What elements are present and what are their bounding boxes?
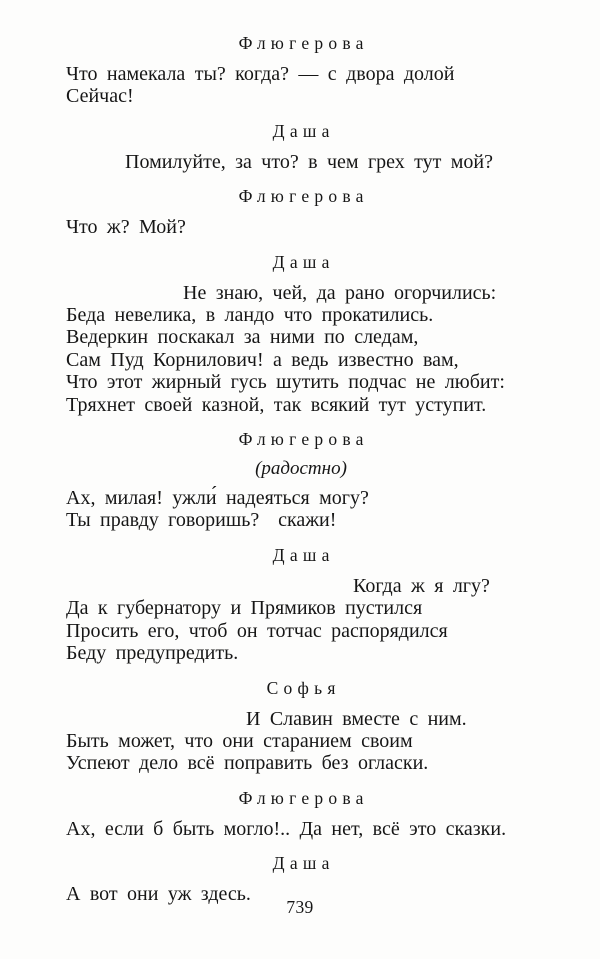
verse-line: Сейчас! bbox=[66, 85, 134, 108]
page-number: 739 bbox=[286, 897, 314, 917]
verse-line: Тряхнет своей казной, так всякий тут уступит. bbox=[66, 393, 487, 416]
verse-line: Когда ж я лгу? bbox=[353, 574, 490, 597]
verse-line: Быть может, что они старанием своим bbox=[66, 729, 413, 752]
speaker-heading: Даша bbox=[272, 251, 335, 272]
verse-line: Сам Пуд Корнилович! а ведь известно вам, bbox=[66, 348, 459, 371]
verse-line: Помилуйте, за что? в чем грех тут мой? bbox=[125, 150, 494, 173]
stage-direction: (радостно) bbox=[255, 458, 347, 480]
verse-line: А вот они уж здесь. bbox=[66, 883, 251, 906]
speaker-heading: Флюгерова bbox=[238, 186, 369, 207]
verse-line: Что ж? Мой? bbox=[66, 216, 186, 239]
verse-line: Успеют дело всё поправить без огласки. bbox=[66, 752, 429, 775]
verse-line: Что этот жирный гусь шутить подчас не любит: bbox=[66, 371, 505, 394]
speaker-heading: Флюгерова bbox=[238, 787, 369, 808]
speaker-heading: Софья bbox=[266, 677, 341, 698]
verse-line: Ах, милая! ужли́ надеяться могу? bbox=[66, 487, 369, 510]
verse-line: Ты правду говоришь? скажи! bbox=[66, 509, 337, 532]
verse-line: Беда невелика, в ландо что прокатились. bbox=[66, 304, 434, 327]
verse-line: Просить его, чтоб он тотчас распорядился bbox=[66, 619, 448, 642]
speaker-heading: Флюгерова bbox=[238, 429, 369, 450]
verse-line: Не знаю, чей, да рано огорчились: bbox=[183, 281, 497, 304]
speaker-heading: Даша bbox=[272, 120, 335, 141]
speaker-heading: Даша bbox=[272, 544, 335, 565]
verse-line: Беду предупредить. bbox=[66, 642, 239, 665]
verse-line: Ведеркин поскакал за ними по следам, bbox=[66, 326, 419, 349]
speaker-heading: Даша bbox=[272, 853, 335, 874]
verse-line: И Славин вместе с ним. bbox=[246, 707, 467, 730]
verse-line: Да к губернатору и Прямиков пустился bbox=[66, 597, 423, 620]
verse-line: Ах, если б быть могло!.. Да нет, всё это сказки. bbox=[66, 817, 507, 840]
speaker-heading: Флюгерова bbox=[238, 33, 369, 53]
verse-line: Что намекала ты? когда? — с двора долой bbox=[66, 63, 455, 85]
